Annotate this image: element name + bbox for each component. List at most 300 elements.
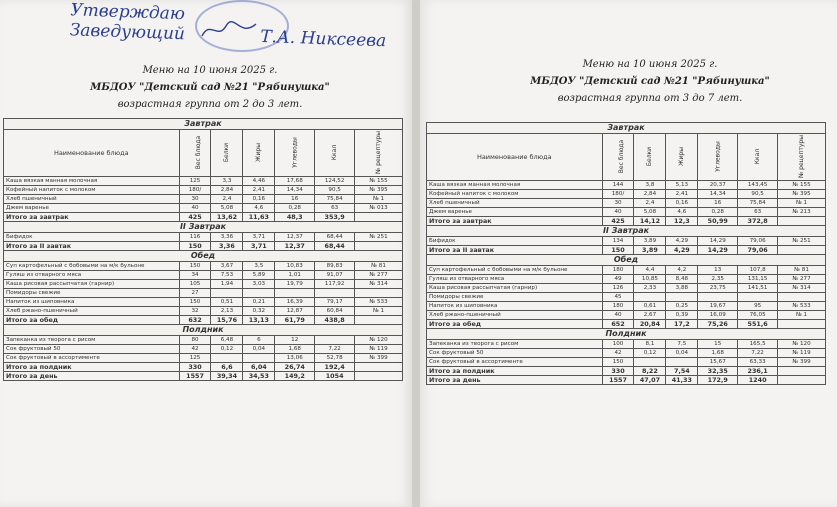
- cell-value: 79,06: [738, 246, 778, 255]
- cell-value: 27: [179, 289, 211, 298]
- cell-value: 49: [602, 275, 634, 284]
- dish-name: Итого за полдник: [427, 367, 603, 376]
- section-title: II Завтрак: [4, 222, 403, 233]
- cell-value: 3,71: [243, 233, 275, 242]
- dish-name: Помидоры свежие: [4, 289, 180, 298]
- table-row: [4, 298, 403, 307]
- cell-value: 4,46: [243, 177, 275, 186]
- cell-value: 1240: [738, 376, 778, 385]
- cell-value: 143,45: [738, 181, 778, 190]
- menu-header-left: [60, 62, 360, 113]
- cell-value: [275, 289, 315, 298]
- cell-value: 34,53: [243, 372, 275, 381]
- cell-value: [243, 289, 275, 298]
- cell-value: 50,99: [698, 217, 738, 226]
- cell-value: № 395: [355, 186, 403, 195]
- dish-name: Итого за обед: [427, 320, 603, 329]
- dish-name: Итого за завтрак: [427, 217, 603, 226]
- dish-name: Итого за день: [4, 372, 180, 381]
- cell-value: 425: [179, 213, 211, 222]
- cell-value: 14,34: [698, 190, 738, 199]
- cell-value: № 013: [355, 204, 403, 213]
- dish-name: Сок фруктовый в ассортименте: [427, 358, 603, 367]
- cell-value: 4,29: [666, 237, 698, 246]
- table-row: [4, 345, 403, 354]
- table-row: [4, 271, 403, 280]
- table-row: [427, 358, 826, 367]
- cell-value: 5,08: [634, 208, 666, 217]
- dish-name: Бифидок: [427, 237, 603, 246]
- cell-value: 2,41: [666, 190, 698, 199]
- cell-value: 90,5: [315, 186, 355, 195]
- cell-value: 16,39: [275, 298, 315, 307]
- cell-value: 17,2: [666, 320, 698, 329]
- column-header-dish: Наименование блюда: [4, 130, 180, 177]
- column-header: Белки: [634, 134, 666, 181]
- section-title: Завтрак: [427, 123, 826, 134]
- cell-value: 172,9: [698, 376, 738, 385]
- cell-value: 52,78: [315, 354, 355, 363]
- section-total-row: [427, 320, 826, 329]
- dish-name: Кофейный напиток с молоком: [4, 186, 180, 195]
- cell-value: 14,34: [275, 186, 315, 195]
- cell-value: 3,5: [243, 262, 275, 271]
- cell-value: [355, 242, 403, 251]
- cell-value: 126: [602, 284, 634, 293]
- cell-value: 75,26: [698, 320, 738, 329]
- cell-value: 4,2: [666, 266, 698, 275]
- cell-value: 32: [179, 307, 211, 316]
- cell-value: 6,48: [211, 336, 243, 345]
- cell-value: [778, 367, 826, 376]
- cell-value: [315, 336, 355, 345]
- section-header: [4, 222, 403, 233]
- cell-value: 7,5: [666, 340, 698, 349]
- cell-value: 75,84: [315, 195, 355, 204]
- cell-value: 125: [179, 354, 211, 363]
- institution-name: МБДОУ "Детский сад №21 "Рябинушка": [530, 76, 770, 87]
- cell-value: 0,25: [666, 302, 698, 311]
- cell-value: 0,12: [634, 349, 666, 358]
- dish-name: Итого за завтрак: [4, 213, 180, 222]
- section-header: [4, 119, 403, 130]
- cell-value: 0,61: [634, 302, 666, 311]
- cell-value: 7,22: [315, 345, 355, 354]
- dish-name: Итого за полдник: [4, 363, 180, 372]
- cell-value: [634, 358, 666, 367]
- cell-value: 16,09: [698, 311, 738, 320]
- dish-name: Каша рисовая рассыпчатая (гарнир): [4, 280, 180, 289]
- cell-value: № 1: [778, 199, 826, 208]
- table-row: [4, 307, 403, 316]
- dish-name: Джем варенье: [4, 204, 180, 213]
- day-total-row: [427, 376, 826, 385]
- cell-value: 1,68: [698, 349, 738, 358]
- cell-value: 124,52: [315, 177, 355, 186]
- cell-value: [666, 293, 698, 302]
- cell-value: 150: [602, 246, 634, 255]
- cell-value: 105: [179, 280, 211, 289]
- cell-value: 0,51: [211, 298, 243, 307]
- cell-value: 150: [602, 358, 634, 367]
- cell-value: [698, 293, 738, 302]
- dish-name: Хлеб ржано-пшеничный: [427, 311, 603, 320]
- cell-value: [778, 320, 826, 329]
- cell-value: 8,22: [634, 367, 666, 376]
- cell-value: № 155: [778, 181, 826, 190]
- dish-name: Итого за день: [427, 376, 603, 385]
- column-header: Вес блюда: [602, 134, 634, 181]
- cell-value: 438,8: [315, 316, 355, 325]
- cell-value: 3,67: [211, 262, 243, 271]
- table-row: [4, 336, 403, 345]
- cell-value: [211, 354, 243, 363]
- dish-name: Гуляш из отварного мяса: [4, 271, 180, 280]
- table-row: [427, 181, 826, 190]
- cell-value: 0,21: [243, 298, 275, 307]
- cell-value: № 399: [355, 354, 403, 363]
- cell-value: 632: [179, 316, 211, 325]
- cell-value: 6: [243, 336, 275, 345]
- cell-value: 13,13: [243, 316, 275, 325]
- institution-name: МБДОУ "Детский сад №21 "Рябинушка": [90, 82, 330, 93]
- cell-value: 40: [179, 204, 211, 213]
- column-header: № рецептуры: [778, 134, 826, 181]
- table-row: [427, 275, 826, 284]
- cell-value: 330: [179, 363, 211, 372]
- signature-mark: [200, 18, 260, 42]
- dish-name: Хлеб пшеничный: [427, 199, 603, 208]
- cell-value: 116: [179, 233, 211, 242]
- cell-value: 0,39: [666, 311, 698, 320]
- cell-value: 13,62: [211, 213, 243, 222]
- table-row: [4, 262, 403, 271]
- cell-value: № 251: [778, 237, 826, 246]
- cell-value: 12,87: [275, 307, 315, 316]
- cell-value: 61,79: [275, 316, 315, 325]
- section-title: II Завтрак: [427, 226, 826, 237]
- cell-value: № 533: [355, 298, 403, 307]
- column-header: Углеводы: [698, 134, 738, 181]
- cell-value: № 120: [355, 336, 403, 345]
- cell-value: 79,06: [738, 237, 778, 246]
- cell-value: 20,37: [698, 181, 738, 190]
- cell-value: 3,89: [634, 246, 666, 255]
- cell-value: [315, 289, 355, 298]
- cell-value: № 120: [778, 340, 826, 349]
- cell-value: № 155: [355, 177, 403, 186]
- dish-name: Запеканка из творога с рисом: [427, 340, 603, 349]
- cell-value: 125: [179, 177, 211, 186]
- table-row: [427, 266, 826, 275]
- cell-value: [243, 354, 275, 363]
- cell-value: 17,68: [275, 177, 315, 186]
- cell-value: 41,33: [666, 376, 698, 385]
- section-total-row: [427, 367, 826, 376]
- dish-name: Сок фруктовый в ассортименте: [4, 354, 180, 363]
- cell-value: 0,04: [243, 345, 275, 354]
- table-row: [427, 199, 826, 208]
- cell-value: 1054: [315, 372, 355, 381]
- cell-value: № 251: [355, 233, 403, 242]
- cell-value: 63,33: [738, 358, 778, 367]
- menu-table-left: [3, 118, 403, 381]
- column-header-dish: Наименование блюда: [427, 134, 603, 181]
- cell-value: [355, 289, 403, 298]
- cell-value: 16: [275, 195, 315, 204]
- cell-value: 141,51: [738, 284, 778, 293]
- cell-value: 353,9: [315, 213, 355, 222]
- cell-value: 150: [179, 298, 211, 307]
- table-row: [4, 289, 403, 298]
- cell-value: 30: [179, 195, 211, 204]
- section-title: Обед: [427, 255, 826, 266]
- cell-value: № 81: [778, 266, 826, 275]
- cell-value: 1557: [602, 376, 634, 385]
- cell-value: 32,35: [698, 367, 738, 376]
- cell-value: 165,5: [738, 340, 778, 349]
- cell-value: 4,6: [666, 208, 698, 217]
- cell-value: № 533: [778, 302, 826, 311]
- cell-value: 48,3: [275, 213, 315, 222]
- column-header: Ккал: [738, 134, 778, 181]
- menu-page-right: [420, 0, 837, 507]
- section-total-row: [4, 316, 403, 325]
- cell-value: 3,88: [666, 284, 698, 293]
- cell-value: 39,34: [211, 372, 243, 381]
- cell-value: 3,71: [243, 242, 275, 251]
- cell-value: 1,01: [275, 271, 315, 280]
- age-group: возрастная группа от 2 до 3 лет.: [117, 99, 303, 110]
- cell-value: 180: [602, 266, 634, 275]
- approval-position: Заведующий: [69, 20, 186, 45]
- cell-value: № 119: [355, 345, 403, 354]
- cell-value: 236,1: [738, 367, 778, 376]
- cell-value: 3,36: [211, 233, 243, 242]
- cell-value: 63: [738, 208, 778, 217]
- column-header-row: [4, 130, 403, 177]
- cell-value: 150: [179, 262, 211, 271]
- cell-value: 2,4: [211, 195, 243, 204]
- cell-value: 180: [602, 302, 634, 311]
- section-title: Обед: [4, 251, 403, 262]
- cell-value: 1,68: [275, 345, 315, 354]
- cell-value: 6,04: [243, 363, 275, 372]
- cell-value: 0,12: [211, 345, 243, 354]
- cell-value: № 1: [778, 311, 826, 320]
- cell-value: 40: [602, 208, 634, 217]
- cell-value: 2,35: [698, 275, 738, 284]
- cell-value: 68,44: [315, 233, 355, 242]
- dish-name: Сок фруктовый 50: [427, 349, 603, 358]
- menu-table-right: [426, 122, 826, 385]
- cell-value: 0,04: [666, 349, 698, 358]
- column-header: Углеводы: [275, 130, 315, 177]
- cell-value: [666, 358, 698, 367]
- dish-name: Каша вязкая манная молочная: [4, 177, 180, 186]
- cell-value: 26,74: [275, 363, 315, 372]
- cell-value: 23,75: [698, 284, 738, 293]
- cell-value: 117,92: [315, 280, 355, 289]
- cell-value: 12,37: [275, 242, 315, 251]
- cell-value: 3,8: [634, 181, 666, 190]
- section-header: [427, 226, 826, 237]
- column-header: Жиры: [243, 130, 275, 177]
- menu-title: Меню на 10 июня 2025 г.: [142, 65, 278, 76]
- dish-name: Каша вязкая манная молочная: [427, 181, 603, 190]
- cell-value: 2,67: [634, 311, 666, 320]
- dish-name: Хлеб пшеничный: [4, 195, 180, 204]
- table-row: [4, 354, 403, 363]
- cell-value: № 395: [778, 190, 826, 199]
- cell-value: 12,37: [275, 233, 315, 242]
- cell-value: 79,17: [315, 298, 355, 307]
- section-header: [4, 325, 403, 336]
- section-header: [427, 255, 826, 266]
- cell-value: 11,63: [243, 213, 275, 222]
- cell-value: [778, 246, 826, 255]
- dish-name: Суп картофельный с бобовыми на м/к бульоне: [4, 262, 180, 271]
- column-header: Вес блюда: [179, 130, 211, 177]
- dish-name: Итого за обед: [4, 316, 180, 325]
- cell-value: [355, 316, 403, 325]
- cell-value: 372,8: [738, 217, 778, 226]
- cell-value: 4,29: [666, 246, 698, 255]
- cell-value: № 1: [355, 307, 403, 316]
- cell-value: [634, 293, 666, 302]
- cell-value: [778, 376, 826, 385]
- cell-value: 0,28: [698, 208, 738, 217]
- section-title: Полдник: [4, 325, 403, 336]
- cell-value: [778, 217, 826, 226]
- cell-value: 14,29: [698, 237, 738, 246]
- cell-value: 45: [602, 293, 634, 302]
- cell-value: 131,15: [738, 275, 778, 284]
- cell-value: 180/: [602, 190, 634, 199]
- cell-value: 180/: [179, 186, 211, 195]
- dish-name: Запеканка из творога с рисом: [4, 336, 180, 345]
- cell-value: 5,89: [243, 271, 275, 280]
- cell-value: 89,83: [315, 262, 355, 271]
- menu-title: Меню на 10 июня 2025 г.: [582, 59, 718, 70]
- dish-name: Итого за II завтак: [4, 242, 180, 251]
- cell-value: 80: [179, 336, 211, 345]
- cell-value: [355, 372, 403, 381]
- dish-name: Гуляш из отварного мяса: [427, 275, 603, 284]
- cell-value: [778, 293, 826, 302]
- cell-value: 5,08: [211, 204, 243, 213]
- cell-value: 425: [602, 217, 634, 226]
- page-fold: [412, 0, 420, 507]
- cell-value: 8,48: [666, 275, 698, 284]
- cell-value: 68,44: [315, 242, 355, 251]
- cell-value: 12,3: [666, 217, 698, 226]
- cell-value: 0,32: [243, 307, 275, 316]
- cell-value: 3,03: [243, 280, 275, 289]
- cell-value: 3,36: [211, 242, 243, 251]
- section-total-row: [4, 242, 403, 251]
- cell-value: 76,05: [738, 311, 778, 320]
- cell-value: 2,13: [211, 307, 243, 316]
- cell-value: № 213: [778, 208, 826, 217]
- cell-value: 2,84: [211, 186, 243, 195]
- table-row: [427, 237, 826, 246]
- cell-value: 0,16: [666, 199, 698, 208]
- cell-value: 14,12: [634, 217, 666, 226]
- cell-value: 4,6: [243, 204, 275, 213]
- cell-value: [211, 289, 243, 298]
- cell-value: 3,89: [634, 237, 666, 246]
- dish-name: Напиток из шиповника: [4, 298, 180, 307]
- column-header: Ккал: [315, 130, 355, 177]
- dish-name: Напиток из шиповника: [427, 302, 603, 311]
- cell-value: 149,2: [275, 372, 315, 381]
- cell-value: 5,13: [666, 181, 698, 190]
- table-row: [4, 233, 403, 242]
- cell-value: 34: [179, 271, 211, 280]
- cell-value: 19,79: [275, 280, 315, 289]
- cell-value: 63: [315, 204, 355, 213]
- dish-name: Кофейный напиток с молоком: [427, 190, 603, 199]
- cell-value: 42: [179, 345, 211, 354]
- table-row: [427, 302, 826, 311]
- table-row: [427, 340, 826, 349]
- table-row: [4, 186, 403, 195]
- cell-value: 7,54: [666, 367, 698, 376]
- cell-value: № 277: [778, 275, 826, 284]
- cell-value: 10,85: [634, 275, 666, 284]
- cell-value: 0,28: [275, 204, 315, 213]
- table-row: [4, 280, 403, 289]
- day-total-row: [4, 372, 403, 381]
- cell-value: 6,6: [211, 363, 243, 372]
- cell-value: 192,4: [315, 363, 355, 372]
- cell-value: 60,84: [315, 307, 355, 316]
- menu-page-left: [0, 0, 412, 507]
- table-row: [427, 349, 826, 358]
- cell-value: 91,07: [315, 271, 355, 280]
- cell-value: № 277: [355, 271, 403, 280]
- cell-value: 144: [602, 181, 634, 190]
- section-total-row: [4, 213, 403, 222]
- cell-value: 42: [602, 349, 634, 358]
- cell-value: 2,84: [634, 190, 666, 199]
- cell-value: 47,07: [634, 376, 666, 385]
- column-header: № рецептуры: [355, 130, 403, 177]
- table-row: [427, 190, 826, 199]
- cell-value: [355, 363, 403, 372]
- cell-value: 150: [179, 242, 211, 251]
- cell-value: 8,1: [634, 340, 666, 349]
- cell-value: 100: [602, 340, 634, 349]
- section-total-row: [427, 217, 826, 226]
- dish-name: Итого за II завтак: [427, 246, 603, 255]
- approval-signer: Т.А. Никсеева: [259, 26, 387, 52]
- cell-value: 14,29: [698, 246, 738, 255]
- cell-value: 13,06: [275, 354, 315, 363]
- cell-value: 3,3: [211, 177, 243, 186]
- cell-value: 40: [602, 311, 634, 320]
- cell-value: 13: [698, 266, 738, 275]
- cell-value: 2,33: [634, 284, 666, 293]
- cell-value: 4,4: [634, 266, 666, 275]
- cell-value: 107,8: [738, 266, 778, 275]
- cell-value: № 119: [778, 349, 826, 358]
- section-title: Полдник: [427, 329, 826, 340]
- cell-value: № 314: [778, 284, 826, 293]
- section-total-row: [427, 246, 826, 255]
- cell-value: 551,6: [738, 320, 778, 329]
